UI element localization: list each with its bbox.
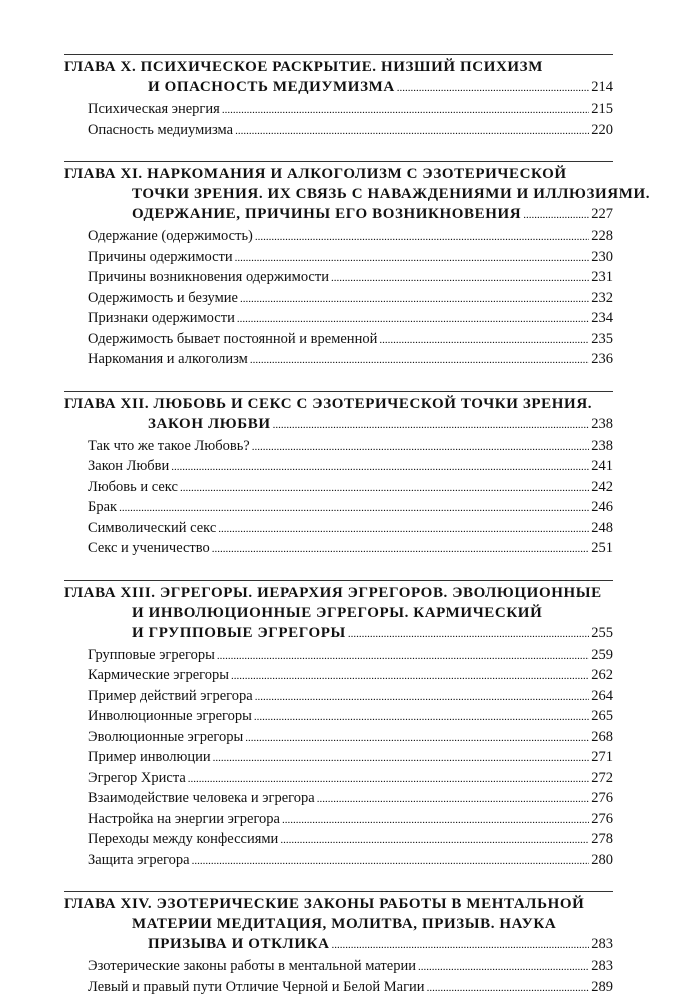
entry-title: Причины возникновения одержимости xyxy=(88,269,329,285)
entry-title: Признаки одержимости xyxy=(88,310,235,326)
chapter-14 xyxy=(64,891,613,998)
entry-title: Так что же такое Любовь? xyxy=(88,437,250,454)
heading-line: ТОЧКИ ЗРЕНИЯ. ИХ СВЯЗЬ С НАВАЖДЕНИЯМИ И ИЛЛЮЗИЯМИ. xyxy=(132,186,651,202)
entry-title: Групповые эгрегоры xyxy=(88,646,215,663)
toc-entry[interactable] xyxy=(64,330,613,351)
entry-list xyxy=(64,646,613,872)
page-number: 231 xyxy=(591,269,613,285)
toc-entry[interactable] xyxy=(64,100,613,121)
entry-title: Одержимость бывает постоянной и временной xyxy=(88,330,378,347)
heading-line: ГЛАВА XII. ЛЮБОВЬ И СЕКС С ЭЗОТЕРИЧЕСКОЙ ТОЧКИ ЗРЕНИЯ. xyxy=(64,395,593,412)
entry-title: Психическая энергия xyxy=(88,101,220,117)
toc-entry[interactable] xyxy=(64,248,613,269)
page-number: 276 xyxy=(591,790,613,806)
toc-entry[interactable] xyxy=(64,687,613,708)
heading-text: И ГРУППОВЫЕ ЭГРЕГОРЫ xyxy=(132,624,346,641)
page-number: 236 xyxy=(591,351,613,367)
entry-list xyxy=(64,437,613,560)
leader-dots xyxy=(217,646,589,667)
entry-list xyxy=(64,100,613,141)
entry-title: Инволюционные эгрегоры xyxy=(88,708,252,724)
toc-entry[interactable] xyxy=(64,830,613,851)
leader-dots xyxy=(180,478,589,499)
chapter-13 xyxy=(64,580,613,872)
leader-dots xyxy=(222,100,589,121)
page-number: 289 xyxy=(591,978,613,995)
toc-entry[interactable] xyxy=(64,728,613,749)
entry-title: Взаимодействие человека и эгрегора xyxy=(88,790,315,806)
leader-dots xyxy=(332,934,590,955)
leader-dots xyxy=(418,957,589,978)
heading-line: ГЛАВА XI. НАРКОМАНИЯ И АЛКОГОЛИЗМ С ЭЗОТЕРИЧЕСКОЙ xyxy=(64,166,567,182)
toc-entry[interactable] xyxy=(64,350,613,371)
page-number: 232 xyxy=(591,289,613,306)
leader-dots xyxy=(255,687,590,708)
toc-entry[interactable] xyxy=(64,498,613,519)
entry-title: Брак xyxy=(88,499,118,515)
leader-dots xyxy=(254,707,589,728)
chapter-heading xyxy=(64,57,613,98)
heading-line: МАТЕРИИ МЕДИТАЦИЯ, МОЛИТВА, ПРИЗЫВ. НАУКА xyxy=(132,916,557,932)
heading-last-line xyxy=(64,623,613,644)
page-number: 228 xyxy=(591,228,613,244)
page-number: 230 xyxy=(591,248,613,265)
toc-entry[interactable] xyxy=(64,519,613,540)
leader-dots xyxy=(188,769,589,790)
leader-dots xyxy=(218,519,589,540)
page-number: 227 xyxy=(591,206,613,222)
entry-title: Пример действий эгрегора xyxy=(88,687,253,704)
entry-title: Одержимость и безумие xyxy=(88,289,238,306)
entry-title: Причины одержимости xyxy=(88,248,233,265)
page-number: 241 xyxy=(591,458,613,474)
entry-list xyxy=(64,227,613,371)
page-number: 283 xyxy=(591,958,613,974)
toc-entry[interactable] xyxy=(64,227,613,248)
leader-dots xyxy=(273,414,590,435)
page-number: 265 xyxy=(591,708,613,724)
chapter-10 xyxy=(64,54,613,141)
leader-dots xyxy=(252,437,590,458)
page-number: 235 xyxy=(591,330,613,347)
chapter-11 xyxy=(64,161,651,371)
entry-title: Одержание (одержимость) xyxy=(88,228,253,244)
toc-entry[interactable] xyxy=(64,707,613,728)
entry-title: Любовь и секс xyxy=(88,478,178,495)
entry-list xyxy=(64,957,613,998)
leader-dots xyxy=(171,457,589,478)
leader-dots xyxy=(213,748,590,769)
leader-dots xyxy=(397,77,589,98)
leader-dots xyxy=(427,978,590,999)
heading-text: ПРИЗЫВА И ОТКЛИКА xyxy=(148,936,330,952)
toc-entry[interactable] xyxy=(64,978,613,999)
toc-entry[interactable] xyxy=(64,769,613,790)
leader-dots xyxy=(348,623,589,644)
chapter-heading xyxy=(64,164,651,225)
heading-last-line xyxy=(64,77,613,98)
entry-title: Эволюционные эгрегоры xyxy=(88,728,244,745)
page-number: 283 xyxy=(591,936,613,952)
leader-dots xyxy=(192,851,590,872)
page-number: 234 xyxy=(591,310,613,326)
entry-title: Эгрегор Христа xyxy=(88,769,186,786)
heading-last-line xyxy=(64,934,613,955)
toc-entry[interactable] xyxy=(64,309,613,330)
page-number: 268 xyxy=(591,728,613,745)
heading-line: ГЛАВА X. ПСИХИЧЕСКОЕ РАСКРЫТИЕ. НИЗШИЙ ПСИХИЗМ xyxy=(64,59,543,75)
page-number: 238 xyxy=(591,415,613,432)
page-number: 259 xyxy=(591,646,613,663)
page-number: 215 xyxy=(591,101,613,117)
entry-title: Переходы между конфессиями xyxy=(88,831,279,847)
chapter-12 xyxy=(64,391,613,560)
toc-entry[interactable] xyxy=(64,748,613,769)
entry-title: Символический секс xyxy=(88,519,217,536)
heading-text: И ОПАСНОСТЬ МЕДИУМИЗМА xyxy=(148,79,395,95)
leader-dots xyxy=(523,204,589,225)
page-number: 280 xyxy=(591,851,613,868)
page-number: 276 xyxy=(591,810,613,827)
entry-title: Опасность медиумизма xyxy=(88,121,234,138)
leader-dots xyxy=(331,268,589,289)
toc-entry[interactable] xyxy=(64,646,613,667)
leader-dots xyxy=(317,789,590,810)
page-number: 220 xyxy=(591,121,613,138)
page-number: 255 xyxy=(591,624,613,641)
toc-entry[interactable] xyxy=(64,268,613,289)
entry-title: Настройка на энергии эгрегора xyxy=(88,810,280,827)
leader-dots xyxy=(235,248,590,269)
entry-title: Наркомания и алкоголизм xyxy=(88,351,248,367)
leader-dots xyxy=(235,121,589,142)
leader-dots xyxy=(231,666,589,687)
heading-text: ОДЕРЖАНИЕ, ПРИЧИНЫ ЕГО ВОЗНИКНОВЕНИЯ xyxy=(132,206,522,222)
leader-dots xyxy=(119,498,589,519)
toc-entry[interactable] xyxy=(64,957,613,978)
leader-dots xyxy=(240,289,589,310)
toc-entry[interactable] xyxy=(64,289,613,310)
page-number: 264 xyxy=(591,687,613,704)
toc-entry[interactable] xyxy=(64,851,613,872)
toc-entry[interactable] xyxy=(64,457,613,478)
page-number: 242 xyxy=(591,478,613,495)
heading-line: И ИНВОЛЮЦИОННЫЕ ЭГРЕГОРЫ. КАРМИЧЕСКИЙ xyxy=(132,604,543,621)
page-number: 262 xyxy=(591,667,613,683)
entry-title: Левый и правый пути Отличие Черной и Белой Магии xyxy=(88,978,425,995)
leader-dots xyxy=(245,728,589,749)
chapter-heading xyxy=(64,894,613,955)
leader-dots xyxy=(212,539,589,560)
page-number: 251 xyxy=(591,540,613,556)
entry-title: Кармические эгрегоры xyxy=(88,667,229,683)
toc-entry[interactable] xyxy=(64,789,613,810)
leader-dots xyxy=(379,330,589,351)
entry-title: Эзотерические законы работы в ментальной материи xyxy=(88,958,416,974)
toc-entry[interactable] xyxy=(64,810,613,831)
entry-title: Секс и ученичество xyxy=(88,540,210,556)
leader-dots xyxy=(237,309,589,330)
toc-entry[interactable] xyxy=(64,121,613,142)
toc-entry[interactable] xyxy=(64,437,613,458)
chapter-heading xyxy=(64,583,613,644)
page-number: 272 xyxy=(591,769,613,786)
chapter-heading xyxy=(64,394,613,435)
page-number: 238 xyxy=(591,437,613,454)
entry-title: Защита эгрегора xyxy=(88,851,190,868)
leader-dots xyxy=(282,810,589,831)
page-number: 278 xyxy=(591,831,613,847)
leader-dots xyxy=(280,830,589,851)
entry-title: Пример инволюции xyxy=(88,749,211,765)
toc-entry[interactable] xyxy=(64,666,613,687)
page-number: 248 xyxy=(591,519,613,536)
table-of-contents xyxy=(64,54,651,998)
entry-title: Закон Любви xyxy=(88,458,170,474)
toc-entry[interactable] xyxy=(64,539,613,560)
toc-entry[interactable] xyxy=(64,478,613,499)
heading-last-line xyxy=(64,204,613,225)
leader-dots xyxy=(255,227,589,248)
heading-text: ЗАКОН ЛЮБВИ xyxy=(148,415,271,432)
heading-line: ГЛАВА XIV. ЭЗОТЕРИЧЕСКИЕ ЗАКОНЫ РАБОТЫ В МЕНТАЛЬНОЙ xyxy=(64,896,585,912)
leader-dots xyxy=(250,350,589,371)
heading-line: ГЛАВА XIII. ЭГРЕГОРЫ. ИЕРАРХИЯ ЭГРЕГОРОВ. ЭВОЛЮЦИОННЫЕ xyxy=(64,584,602,601)
page-number: 246 xyxy=(591,499,613,515)
page-number: 214 xyxy=(591,79,613,95)
page-number: 271 xyxy=(591,749,613,765)
heading-last-line xyxy=(64,414,613,435)
